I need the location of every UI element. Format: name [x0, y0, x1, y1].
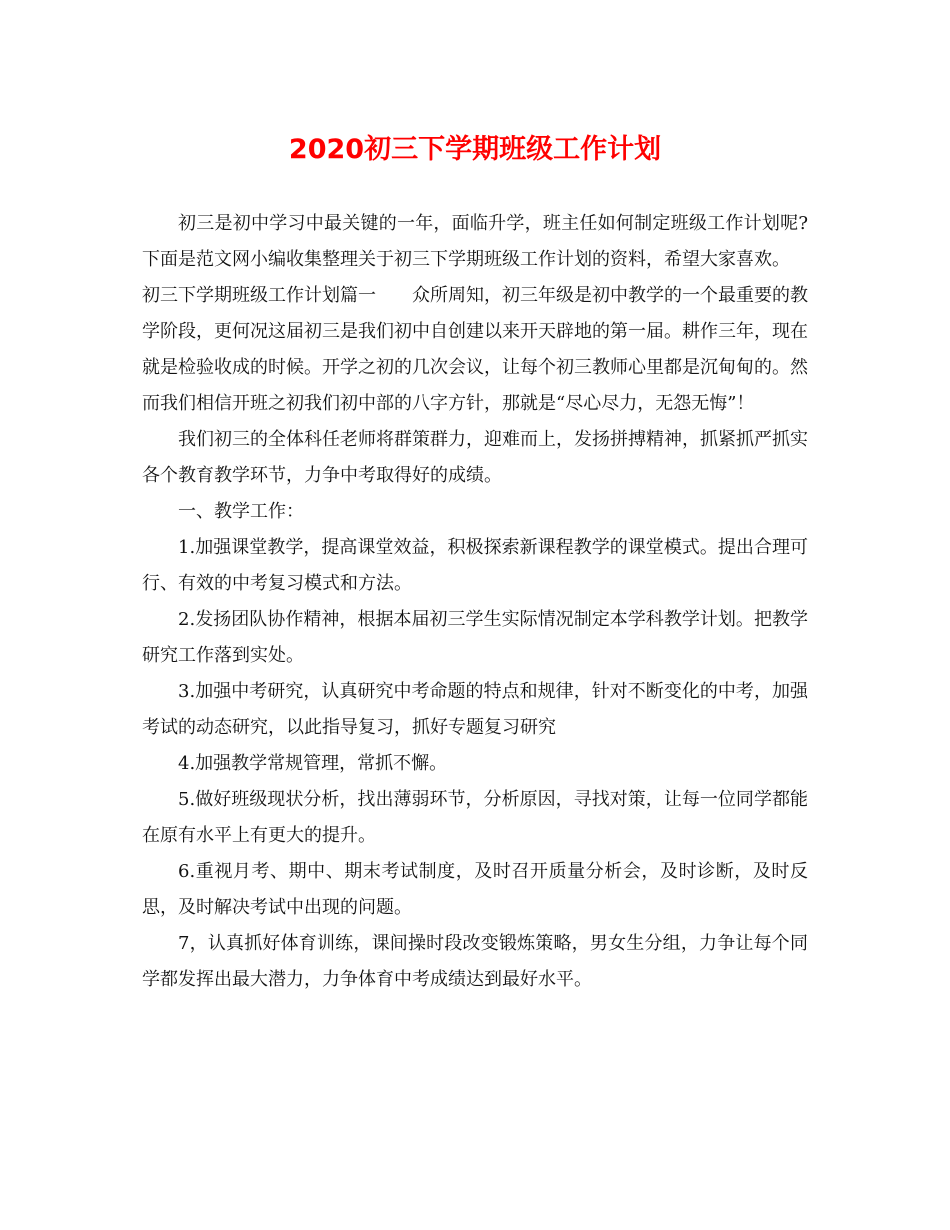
list-item-2: 2.发扬团队协作精神，根据本届初三学生实际情况制定本学科教学计划。把教学研究工作落到实处。	[142, 609, 808, 666]
section-one-paragraph: 初三下学期班级工作计划篇一 众所周知，初三年级是初中教学的一个最重要的教学阶段，更何况这届初三是我们初中自创建以来开天辟地的第一届。耕作三年，现在就是检验收成的时候。开学之初的几次会议，让每个初三教师心里都是沉甸甸的。然而我们相信开班之初我们初中部的八字方针，那就是“尽心尽力，无怨无悔”！	[142, 285, 808, 414]
list-item-4: 4.加强教学常规管理，常抓不懈。	[178, 753, 448, 774]
team-commitment-paragraph: 我们初三的全体科任老师将群策群力，迎难而上，发扬拼搏精神，抓紧抓严抓实各个教育教学环节，力争中考取得好的成绩。	[142, 429, 808, 486]
list-item-1: 1.加强课堂教学，提高课堂效益，积极探索新课程教学的课堂模式。提出合理可行、有效的中考复习模式和方法。	[142, 537, 808, 594]
list-item-3: 3.加强中考研究，认真研究中考命题的特点和规律，针对不断变化的中考，加强考试的动态研究，以此指导复习，抓好专题复习研究	[142, 681, 808, 738]
section-heading-teaching-work: 一、教学工作：	[178, 501, 304, 522]
list-item-5: 5.做好班级现状分析，找出薄弱环节，分析原因，寻找对策，让每一位同学都能在原有水平上有更大的提升。	[142, 789, 808, 846]
document-title: 2020初三下学期班级工作计划	[288, 134, 662, 165]
list-item-7: 7，认真抓好体育训练，课间操时段改变锻炼策略，男女生分组，力争让每个同学都发挥出最大潜力，力争体育中考成绩达到最好水平。	[142, 933, 808, 990]
document-body	[142, 206, 808, 998]
list-item-6: 6.重视月考、期中、期末考试制度，及时召开质量分析会，及时诊断，及时反思，及时解决考试中出现的问题。	[142, 861, 808, 918]
intro-paragraph: 初三是初中学习中最关键的一年，面临升学，班主任如何制定班级工作计划呢?下面是范文网小编收集整理关于初三下学期班级工作计划的资料，希望大家喜欢。	[142, 213, 808, 270]
